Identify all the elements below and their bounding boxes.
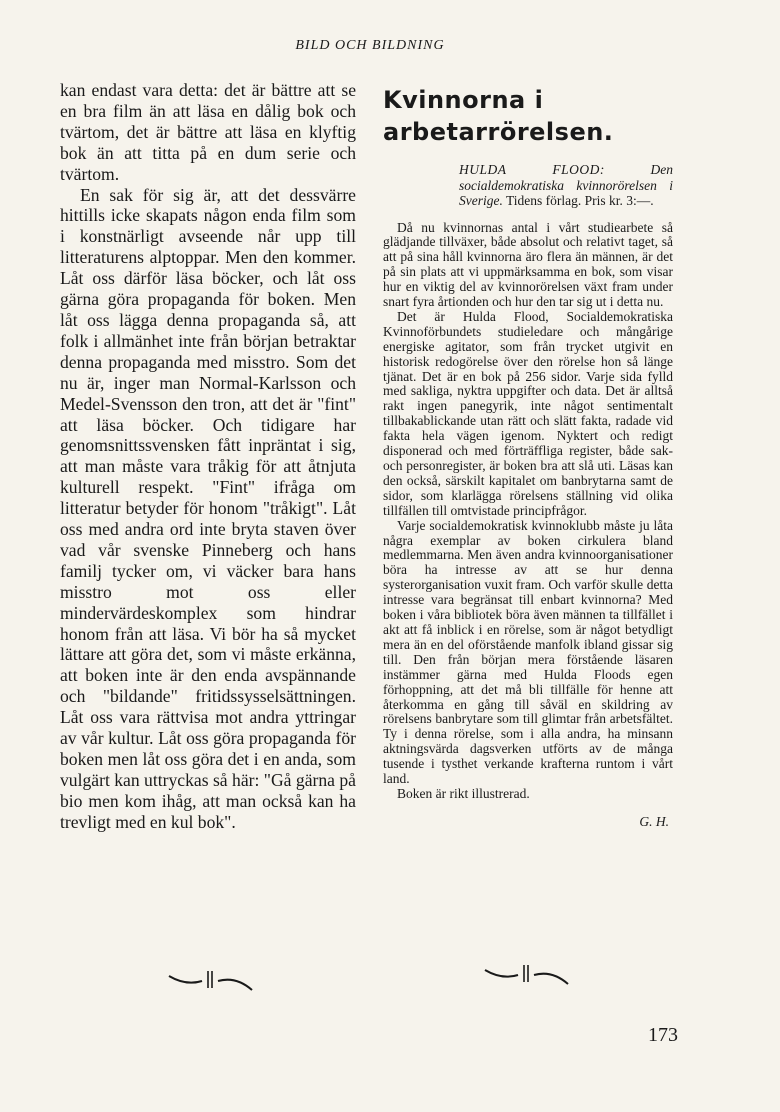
byline-title: Den socialdemokratiska kvinnorörelsen i Sverige. xyxy=(459,162,673,208)
right-column xyxy=(383,84,673,830)
article-headline: Kvinnorna i arbetarrörelsen. xyxy=(383,86,614,146)
article-paragraph-1: Då nu kvinnornas antal i vårt studiearbete så glädjande tillväxer, både absolut och relativt taget, så att på sina håll kvinnorna äro flera än männen, är det på sin plats att vi uppmärksamma en bok, som visar hur en viktig del av kvinnorörelsen växt fram under snart fyra årtionden och hur den tar sig ut i detta nu. xyxy=(383,219,673,310)
article-paragraph-4: Boken är rikt illustrerad. xyxy=(397,785,530,801)
article-signature: G. H. xyxy=(639,813,669,829)
article-byline xyxy=(459,162,673,209)
running-head: BILD OCH BILDNING xyxy=(295,38,445,53)
left-paragraph-1: kan endast vara detta: det är bättre att se en bra film än att läsa en dålig bok och tvärtom, det är bättre att läsa en klyftig bok än att titta på en dum serie och tvärtom. xyxy=(60,80,356,184)
article-paragraph-3: Varje socialdemokratisk kvinnoklubb måste ju låta några exemplar av boken cirkulera bland medlemmarna. Men även andra kvinnoorganisationer böra ha intresse av att se hur denna systerorganisation vuxit fram. Och varför skulle detta intresse vara begränsat till enbart kvinnorna? Med boken i våra bibliotek böra även männen ta tillfället i akt att få inblick i en rörelse, som är något betydligt mera än en del oförstående manfolk ibland gissar sig till. Den från början mera förstående läsaren instämmer gärna med Hulda Floods egen förhoppning, att det må bli tillfälle för henne att återkomma en gång till såväl en skildring av rörelsens banbrytare som till glimtar från arbetsfältet. Ty i denna rörelse, som i alla andra, ha minsann aktningsvärda dagsverken utförts av de många tusende i tysthet verkande krafterna runtom i vårt land. xyxy=(383,517,673,787)
article-paragraph-2: Det är Hulda Flood, Socialdemokratiska Kvinnoförbundets studieledare och mångårige energiske agitator, som från trycket utgivit en historisk redogörelse över den rörelse hon så länge tjänat. Det är en bok på 256 sidor. Varje sida fylld med sakliga, nyktra uppgifter och data. Det är alltså rakt ingen panegyrik, inte något sentimentalt tillbakablickande utan rätt och slätt fakta, radade vid fakta hela vägen igenom. Nyktert och redigt disponerad och med förträffliga register, både sak- och personregister, är boken bra att slå uti. Läsas kan den också, särskilt kapitalet om banbrytarna samt de sidor, som klarlägga rörelsens ställning vid olika tillfällen till omtvistade principfrågor. xyxy=(383,308,673,518)
left-ornament-icon xyxy=(166,966,256,996)
byline-publisher: Tidens förlag. Pris kr. 3:—. xyxy=(506,193,654,208)
left-paragraph-2: En sak för sig är, att det dessvärre hittills icke skapats någon enda film som i konstnärligt avseende når upp till litteraturens alptoppar. Men den kommer. Låt oss därför läsa böcker, och låt oss gärna göra propaganda för boken. Men låt oss lägga denna propaganda så, att folk i allmänhet inte från början betraktar denna propaganda med misstro. Som det nu är, inger man Normal-Karlsson och Medel-Svensson den tron, att det är "fint" att läsa böcker. Och tidigare har genomsnittssvensken fått inpräntat i sig, att man måste vara tråkig för att åtnjuta kulturell respekt. "Fint" ifråga om litteratur betyder för honom "tråkigt". Låt oss med andra ord inte bryta staven över vad vår svenske Pinneberg och hans familj tycker om, vi väcker bara hans misstro mot oss eller mindervärdeskomplex som hindrar honom från att läsa. Vi bör ha så mycket lättare att göra det, som vi måste erkänna, att boken inte är den enda avspännande och "bildande" fritidssysselsättningen. Låt oss vara rättvisa mot andra yttringar av vår kultur. Låt oss göra propaganda för boken men låt oss göra det i en anda, som vulgärt kan uttryckas så här: "Gå gärna på bio men kom ihåg, att man också kan ha trevligt med en kul bok". xyxy=(60,184,356,832)
byline-author: HULDA FLOOD: xyxy=(459,162,605,177)
page-number: 173 xyxy=(648,1024,678,1046)
left-column xyxy=(60,80,356,833)
right-ornament-icon xyxy=(482,960,572,990)
article-body xyxy=(383,221,673,802)
